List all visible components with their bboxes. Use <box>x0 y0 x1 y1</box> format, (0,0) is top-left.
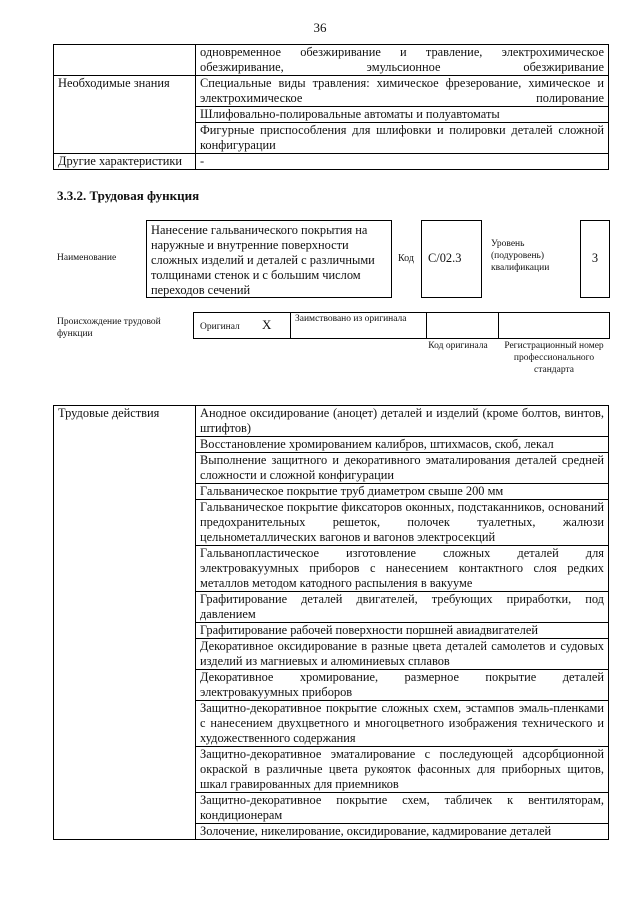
other-label: Другие характеристики <box>54 154 196 170</box>
borrowed-cell <box>291 313 427 338</box>
page-number: 36 <box>313 20 327 35</box>
reg-number-caption: Регистрационный номер профессионального стандарта <box>504 341 604 375</box>
action-item: Графитирование деталей двигателей, требующих приработки, под давлением <box>196 592 609 623</box>
original-cell <box>194 313 291 338</box>
knowledge-label: Необходимые знания <box>54 76 196 154</box>
knowledge-item: Фигурные приспособления для шлифовки и полировки деталей сложной конфигурации <box>196 123 609 154</box>
borrowed-label: Заимствовано из оригинала <box>295 314 407 324</box>
origin-row <box>193 312 610 339</box>
level-value: 3 <box>580 220 610 298</box>
actions-label: Трудовые действия <box>54 406 196 840</box>
code-value: C/02.3 <box>421 220 482 298</box>
knowledge-item: Шлифовально-полировальные автоматы и полуавтоматы <box>196 107 609 123</box>
origin-label: Происхождение трудовой функции <box>57 317 161 339</box>
action-item: Защитно-декоративное покрытие схем, табличек к вентиляторам, кондиционерам <box>196 793 609 824</box>
action-item: Анодное оксидирование (аноцет) деталей и изделий (кроме болтов, винтов, штифтов) <box>196 406 609 437</box>
action-item: Защитно-декоративное эматалирование с последующей адсорбционной окраской в различные цвета рукояток фасонных для приборных щитов, шкал гравированных для приемников <box>196 747 609 793</box>
knowledge-item: Специальные виды травления: химическое фрезерование, химическое и электрохимическое полирование <box>196 76 609 107</box>
table-row <box>54 45 609 76</box>
original-label: Оригинал <box>200 322 240 332</box>
empty-label-cell <box>54 45 196 76</box>
knowledge-table <box>53 44 609 170</box>
table-row <box>54 406 609 437</box>
table-row <box>54 154 609 170</box>
action-item: Выполнение защитного и декоративного эматалирования деталей средней сложности и сложной конфигурации <box>196 453 609 484</box>
function-name: Нанесение гальванического покрытия на наружные и внутренние поверхности сложных изделий и деталей с различными толщинами стенок и с большим числом переходов сечений <box>146 220 392 298</box>
code-original-cell <box>427 313 499 338</box>
code-label: Код <box>398 253 414 264</box>
action-item: Золочение, никелирование, оксидирование, кадмирование деталей <box>196 824 609 840</box>
code-original-caption: Код оригинала <box>428 341 488 351</box>
action-item: Гальванопластическое изготовление сложных деталей для электровакуумных приборов с нанесением контактного слоя редких металлов методом катодного распыления в вакууме <box>196 546 609 592</box>
actions-table <box>53 405 609 840</box>
original-mark: X <box>262 317 272 332</box>
action-item: Декоративное оксидирование в разные цвета деталей самолетов и судовых изделий из магниевых и алюминиевых сплавов <box>196 639 609 670</box>
action-item: Декоративное хромирование, размерное покрытие деталей электровакуумных приборов <box>196 670 609 701</box>
continuation-text: одновременное обезжиривание и травление, электрохимическое обезжиривание, эмульсионное обезжиривание <box>196 45 609 76</box>
name-label: Наименование <box>57 253 117 263</box>
other-value: - <box>196 154 609 170</box>
level-label: Уровень (подуровень) квалификации <box>491 239 550 273</box>
section-title: 3.3.2. Трудовая функция <box>57 188 200 203</box>
action-item: Графитирование рабочей поверхности поршней авиадвигателей <box>196 623 609 639</box>
table-row <box>54 76 609 107</box>
action-item: Гальваническое покрытие труб диаметром свыше 200 мм <box>196 484 609 500</box>
action-item: Защитно-декоративное покрытие сложных схем, эстампов эмаль-пленками с нанесением двухцветного и многоцветного изображения технического и художественного содержания <box>196 701 609 747</box>
action-item: Гальваническое покрытие фиксаторов оконных, подстаканников, оснований предохранительных решеток, полочек туалетных, жалюзи цельнометаллических вагонов и вагонов электросекций <box>196 500 609 546</box>
action-item: Восстановление хромированием калибров, штихмасов, скоб, лекал <box>196 437 609 453</box>
